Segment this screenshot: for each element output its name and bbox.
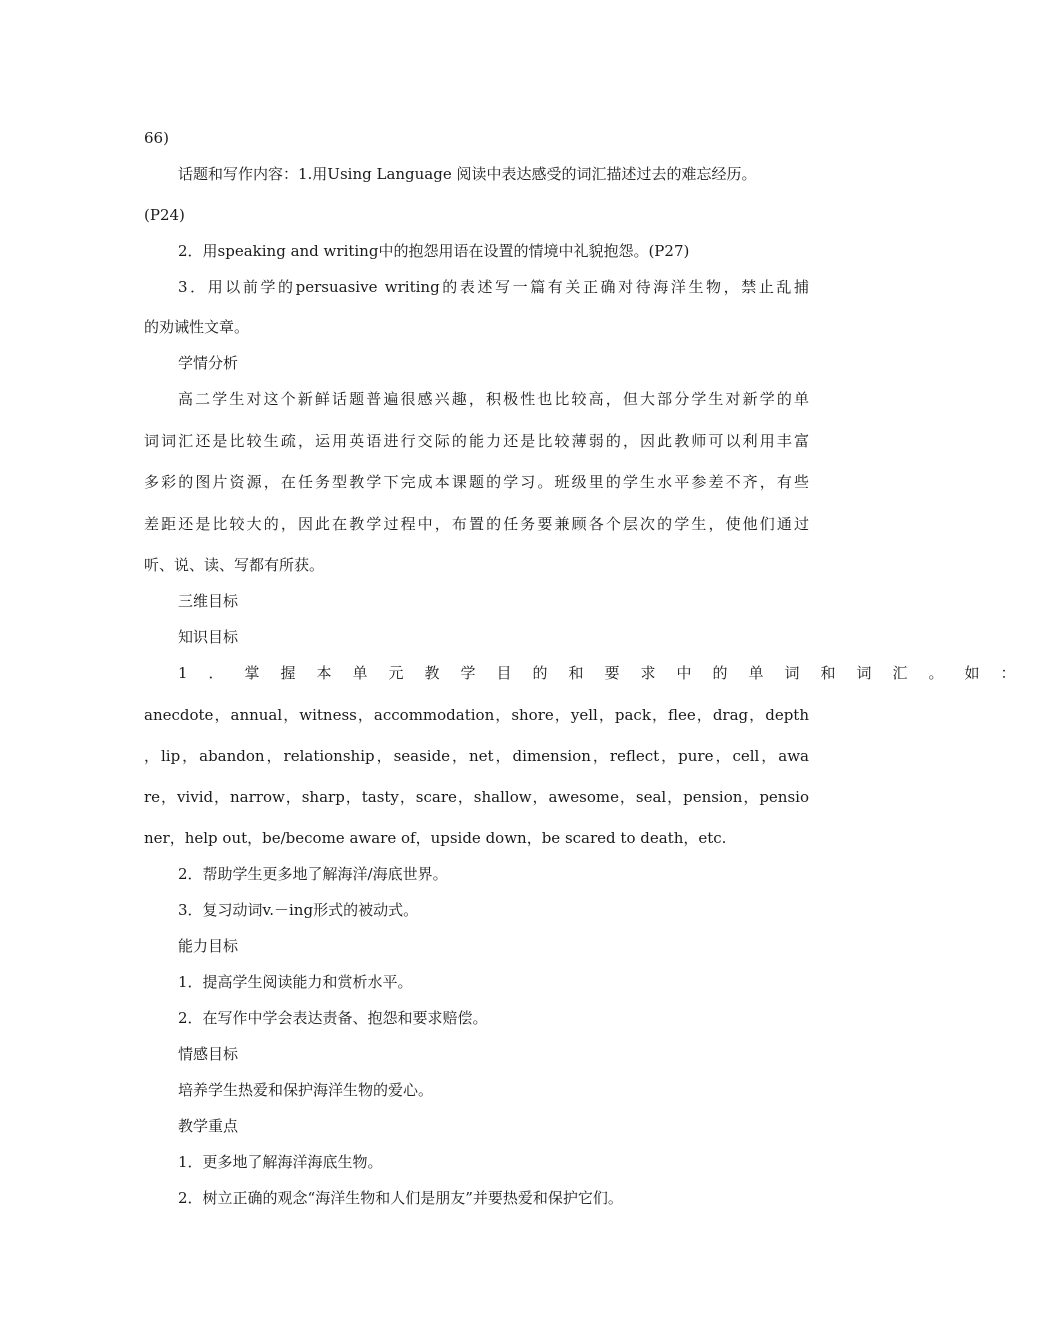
- text-line: 1．更多地了解海洋海底生物。: [178, 1153, 383, 1171]
- section-heading: 学情分析: [178, 354, 239, 372]
- section-heading: 三维目标: [178, 592, 239, 610]
- text-line: 听、说、读、写都有所获。: [144, 556, 325, 574]
- text-line: 3．用以前学的persuasive writing的表述写一篇有关正确对待海洋生物，禁止乱捕: [178, 278, 809, 296]
- section-heading: 能力目标: [178, 937, 239, 955]
- text-line: 差距还是比较大的，因此在教学过程中，布置的任务要兼顾各个层次的学生，使他们通过: [144, 515, 809, 533]
- text-line: 66): [144, 129, 169, 147]
- text-line: (P24): [144, 206, 185, 224]
- section-heading: 知识目标: [178, 628, 239, 646]
- text-line: 高二学生对这个新鲜话题普遍很感兴趣，积极性也比较高，但大部分学生对新学的单: [178, 390, 809, 408]
- text-line: re，vivid，narrow，sharp，tasty，scare，shallow，awesome，seal，pension，pensio: [144, 788, 809, 806]
- text-line: 1．提高学生阅读能力和赏析水平。: [178, 973, 413, 991]
- text-line: 2．在写作中学会表达责备、抱怨和要求赔偿。: [178, 1009, 488, 1027]
- text-line: 3．复习动词v.－ing形式的被动式。: [178, 901, 419, 919]
- text-line: 话题和写作内容：1.用Using Language 阅读中表达感受的词汇描述过去的难忘经历。: [178, 165, 757, 183]
- text-line: 1．掌握本单元教学目的和要求中的单词和词汇。如：: [178, 664, 1037, 682]
- text-line: anecdote，annual，witness，accommodation，shore，yell，pack，flee，drag，depth: [144, 706, 809, 724]
- text-line: 培养学生热爱和保护海洋生物的爱心。: [178, 1081, 434, 1099]
- text-line: ，lip，abandon，relationship，seaside，net，dimension，reflect，pure，cell，awa: [144, 747, 809, 765]
- text-line: 的劝诫性文章。: [144, 318, 250, 336]
- text-line: 多彩的图片资源，在任务型教学下完成本课题的学习。班级里的学生水平参差不齐，有些: [144, 473, 809, 491]
- section-heading: 教学重点: [178, 1117, 239, 1135]
- text-line: ner，help out，be/become aware of，upside down，be scared to death，etc.: [144, 829, 727, 847]
- text-line: 2．树立正确的观念“海洋生物和人们是朋友”并要热爱和保护它们。: [178, 1189, 623, 1207]
- text-line: 2．用speaking and writing中的抱怨用语在设置的情境中礼貌抱怨。(P27): [178, 242, 690, 260]
- text-line: 词词汇还是比较生疏，运用英语进行交际的能力还是比较薄弱的，因此教师可以利用丰富: [144, 432, 809, 450]
- section-heading: 情感目标: [178, 1045, 239, 1063]
- text-line: 2．帮助学生更多地了解海洋/海底世界。: [178, 865, 448, 883]
